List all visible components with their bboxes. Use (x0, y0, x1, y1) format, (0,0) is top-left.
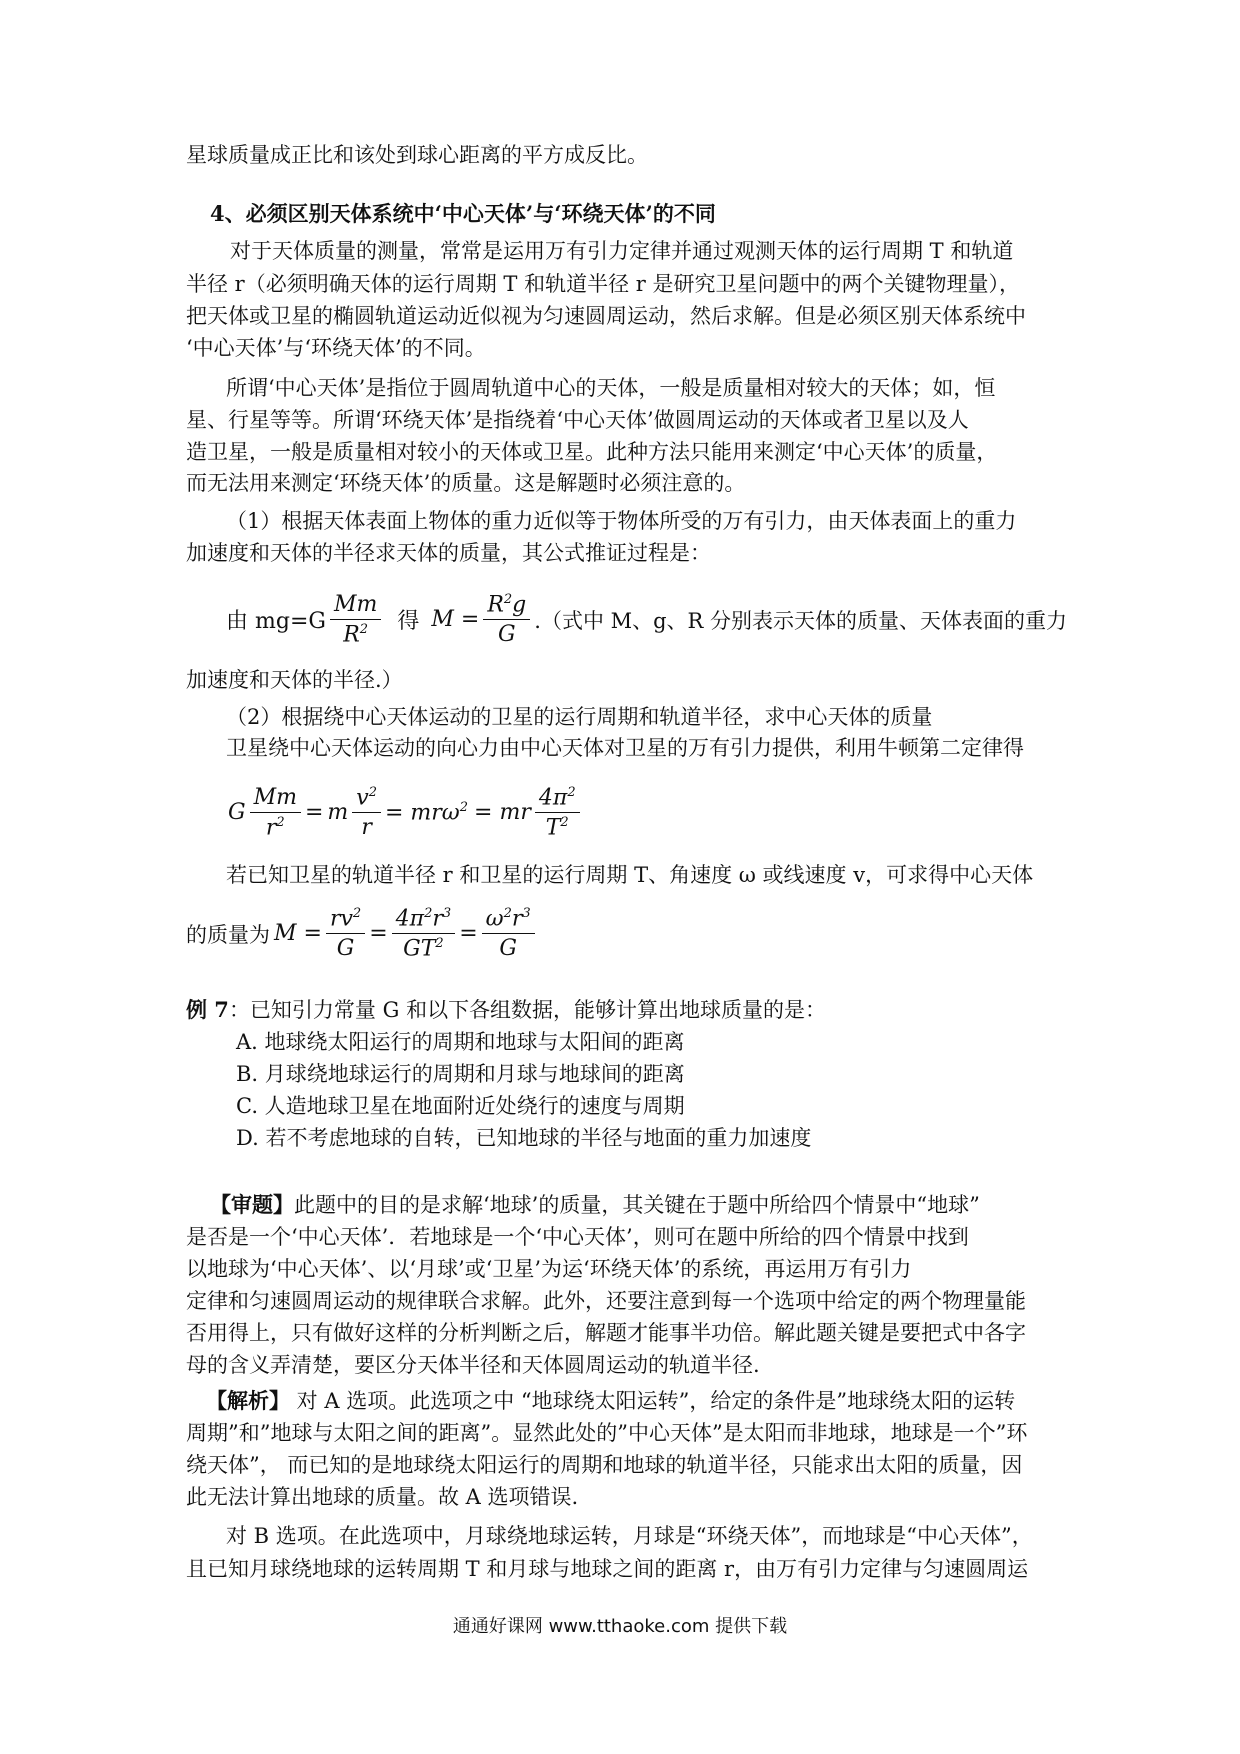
term-mr: = mr (474, 800, 531, 826)
numerator: Mm (330, 592, 381, 620)
formula-mass (186, 906, 539, 962)
analysis-line (210, 1190, 980, 1220)
term-4pi: 4π (538, 785, 568, 811)
equals-sign: = (369, 921, 388, 947)
var-v: v (356, 785, 369, 811)
text-line: 以地球为‘中心天体’、以‘月球’或‘卫星’为运‘环绕天体’的系统，再运用万有引力 (186, 1257, 912, 1281)
example-question (186, 995, 826, 1025)
fraction-v2-r (352, 785, 381, 840)
shen-label: 【审题】 (210, 1192, 294, 1217)
denominator (262, 813, 289, 840)
option-d: D. 若不考虑地球的自转，已知地球的半径与地面的重力加速度 (236, 1126, 812, 1150)
fraction-Mm-R2 (330, 592, 381, 647)
numerator (483, 592, 530, 620)
formula-lhs: M = (274, 921, 322, 947)
exponent: 3 (522, 906, 531, 922)
numerator (326, 906, 365, 934)
text-line: 对于天体质量的测量，常常是运用万有引力定律并通过观测天体的运行周期 T 和轨道 (230, 239, 1014, 263)
exponent: 3 (442, 906, 452, 921)
formula-prefix: 的质量为 (186, 922, 270, 947)
section-heading: 4、必须区别天体系统中‘中心天体’与‘环绕天体’的不同 (210, 201, 716, 226)
analysis-text: 此题中的目的是求解‘地球’的质量，其关键在于题中所给四个情景中“地球” (294, 1193, 980, 1217)
solution-text: 对 A 选项。此选项之中 “地球绕太阳运转”，给定的条件是”地球绕太阳的运转 (290, 1389, 1016, 1413)
example-text: ：已知引力常量 G 和以下各组数据，能够计算出地球质量的是： (228, 998, 827, 1022)
term-mromega (385, 800, 468, 825)
text-line: 卫星绕中心天体运动的向心力由中心天体对卫星的万有引力提供，利用牛顿第二定律得 (226, 736, 1024, 760)
text-line: 若已知卫星的轨道半径 r 和卫星的运行周期 T、角速度 ω 或线速度 v，可求得中心天体 (226, 863, 1034, 887)
formula-word: 得 (397, 609, 420, 635)
denominator (339, 620, 372, 647)
numerator: Mm (250, 785, 301, 813)
text-line: ‘中心天体’与‘环绕天体’的不同。 (186, 336, 486, 360)
var-g: g (512, 592, 527, 618)
formula-gravitation (228, 785, 584, 841)
exponent: 2 (359, 622, 369, 637)
denominator: G (498, 622, 516, 648)
term-text: = mrω (385, 800, 460, 826)
option-b: B. 月球绕地球运行的周期和月球与地球间的距离 (236, 1062, 685, 1086)
exponent: 2 (560, 815, 569, 831)
jie-label: 【解析】 (206, 1388, 290, 1413)
text-line: 且已知月球绕地球的运转周期 T 和月球与地球之间的距离 r，由万有引力定律与匀速圆周运 (186, 1557, 1029, 1581)
denominator: G (336, 936, 355, 962)
numerator (535, 785, 580, 813)
var-T: T (545, 815, 561, 841)
text-line: 加速度和天体的半径求天体的质量，其公式推证过程是： (186, 541, 711, 565)
text-line: 星球质量成正比和该处到球心距离的平方成反比。 (186, 143, 648, 167)
var-R: R (487, 592, 504, 618)
denominator: G (499, 936, 517, 962)
denominator (542, 813, 573, 840)
text-line: 对 B 选项。在此选项中，月球绕地球运转，月球是“环绕天体”，而地球是“中心天体”， (226, 1524, 1033, 1548)
text-line: （1）根据天体表面上物体的重力近似等于物体所受的万有引力，由天体表面上的重力 (226, 509, 1017, 533)
text-line: 造卫星，一般是质量相对较小的天体或卫星。此种方法只能用来测定‘中心天体’的质量， (186, 440, 998, 464)
equals-sign: = (459, 921, 478, 947)
exponent: 2 (368, 785, 377, 801)
formula-suffix: .（式中 M、g、R 分别表示天体的质量、天体表面的重力 (534, 608, 1068, 633)
option-a: A. 地球绕太阳运行的周期和地球与太阳间的距离 (236, 1030, 685, 1054)
exponent: 2 (459, 800, 469, 816)
numerator (352, 785, 381, 813)
exponent: 2 (435, 936, 444, 952)
text-line: 周期”和”地球与太阳之间的距离”。显然此处的”中心天体”是太阳而非地球，地球是一个”环 (186, 1421, 1028, 1445)
option-c: C. 人造地球卫星在地面附近处绕行的速度与周期 (236, 1094, 685, 1118)
term-rv: rv (329, 906, 353, 932)
fraction-Mm-r2 (250, 785, 301, 840)
fraction-omega2r3-G (482, 906, 535, 961)
text-line: 星、行星等等。所谓‘环绕天体’是指绕着‘中心天体’做圆周运动的天体或者卫星以及人 (186, 408, 969, 432)
exponent: 2 (503, 906, 512, 922)
text-line: （2）根据绕中心天体运动的卫星的运行周期和轨道半径，求中心天体的质量 (226, 705, 933, 729)
exponent: 2 (503, 592, 513, 607)
text-line: 而无法用来测定‘环绕天体’的质量。这是解题时必须注意的。 (186, 471, 746, 495)
exponent: 2 (424, 906, 433, 921)
formula-prefix: 由 mg=G (226, 609, 326, 635)
exponent: 2 (276, 815, 285, 831)
text-line: 否用得上，只有做好这样的分析判断之后，解题才能事半功倍。解此题关键是要把式中各字 (186, 1321, 1026, 1345)
text-line: 定律和匀速圆周运动的规律联合求解。此外，还要注意到每一个选项中给定的两个物理量能 (186, 1289, 1026, 1313)
example-label: 例 7 (186, 997, 229, 1022)
text-line: 加速度和天体的半径.） (186, 668, 403, 692)
term-4pi: 4π (395, 906, 425, 932)
page-footer: 通通好课网 www.tthaoke.com 提供下载 (452, 1616, 788, 1637)
var-G: G (228, 800, 246, 826)
numerator (392, 906, 456, 934)
var-r: r (511, 906, 523, 932)
var-m: m (327, 800, 349, 826)
text-line: 绕天体”， 而已知的是地球绕太阳运行的周期和地球的轨道半径，只能求出太阳的质量，因 (186, 1453, 1023, 1477)
formula-lhs: M = (431, 607, 480, 633)
text-line: 半径 r（必须明确天体的运行周期 T 和轨道半径 r 是研究卫星问题中的两个关键物理量）， (186, 272, 1020, 296)
numerator (482, 906, 535, 934)
exponent: 2 (352, 906, 362, 922)
term-GT: GT (403, 936, 436, 962)
text-line: 母的含义弄清楚，要区分天体半径和天体圆周运动的轨道半径. (186, 1353, 760, 1377)
text-line: 所谓‘中心天体’是指位于圆周轨道中心的天体，一般是质量相对较大的天体；如，恒 (226, 376, 996, 400)
var-r: r (432, 906, 443, 932)
var-R: R (343, 622, 360, 648)
text-line: 是否是一个‘中心天体’．若地球是一个‘中心天体’，则可在题中所给的四个情景中找到 (186, 1225, 969, 1249)
equals-sign: = (304, 800, 324, 826)
fraction-rv2-G (326, 906, 365, 961)
denominator (399, 934, 448, 961)
var-omega: ω (485, 906, 504, 932)
fraction-4pi2-T2 (535, 785, 580, 841)
fraction-4pi2r3-GT2 (392, 906, 456, 962)
var-r: r (265, 815, 277, 841)
denominator: r (361, 815, 372, 841)
exponent: 2 (567, 785, 576, 800)
text-line: 此无法计算出地球的质量。故 A 选项错误. (186, 1485, 579, 1509)
formula-mg (226, 592, 1067, 647)
fraction-R2g-G (483, 592, 530, 647)
text-line: 把天体或卫星的椭圆轨道运动近似视为匀速圆周运动，然后求解。但是必须区别天体系统中 (186, 304, 1026, 328)
solution-line (206, 1386, 1015, 1416)
